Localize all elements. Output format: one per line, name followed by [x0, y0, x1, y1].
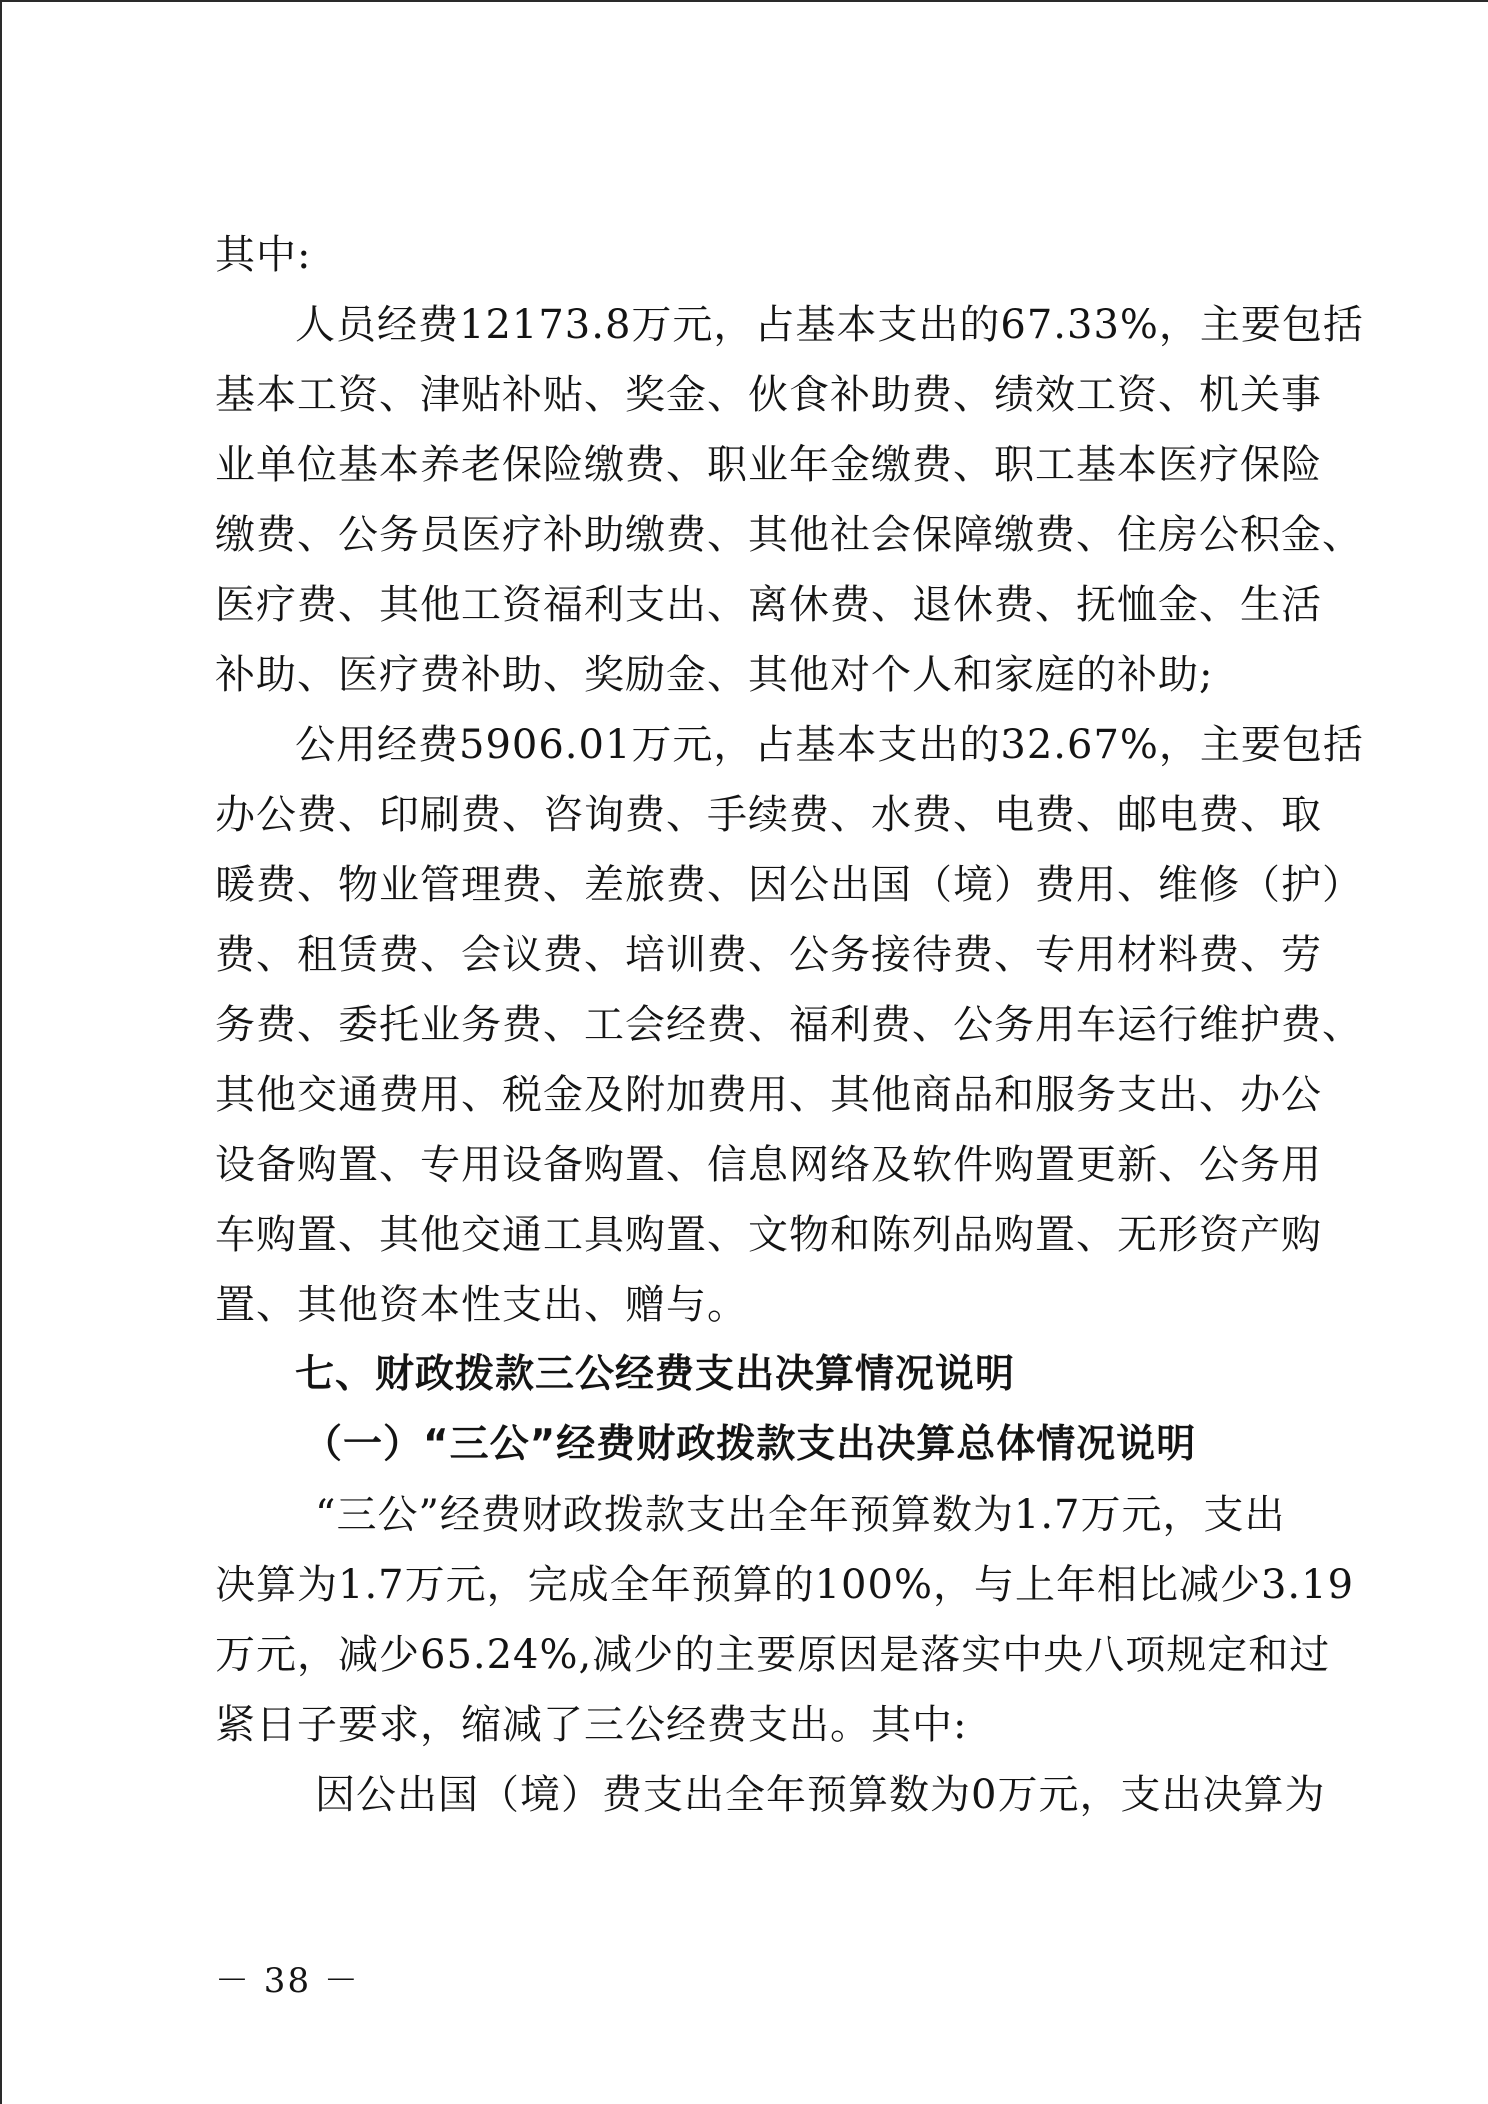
- paragraph-line: 缴费、公务员医疗补助缴费、其他社会保障缴费、住房公积金、: [215, 512, 1363, 558]
- paragraph-line: 务费、委托业务费、工会经费、福利费、公务用车运行维护费、: [215, 1002, 1363, 1048]
- paragraph-line: 设备购置、专用设备购置、信息网络及软件购置更新、公务用: [215, 1142, 1322, 1188]
- paragraph-line: 置、其他资本性支出、赠与。: [215, 1282, 748, 1328]
- page-edge-left: [0, 0, 2, 2104]
- paragraph-line: 人员经费12173.8万元，占基本支出的67.33%，主要包括: [295, 302, 1364, 348]
- page-edge-top: [0, 0, 1488, 2]
- paragraph-line: 费、租赁费、会议费、培训费、公务接待费、专用材料费、劳: [215, 932, 1322, 978]
- paragraph-line: 因公出国（境）费支出全年预算数为0万元，支出决算为: [315, 1772, 1326, 1818]
- paragraph-line: 暖费、物业管理费、差旅费、因公出国（境）费用、维修（护）: [215, 862, 1363, 908]
- paragraph-line: 公用经费5906.01万元，占基本支出的32.67%，主要包括: [295, 722, 1364, 768]
- paragraph-line: 业单位基本养老保险缴费、职业年金缴费、职工基本医疗保险: [215, 442, 1322, 488]
- paragraph-line: 其中:: [215, 232, 312, 278]
- paragraph-line: 其他交通费用、税金及附加费用、其他商品和服务支出、办公: [215, 1072, 1322, 1118]
- section-heading: 七、财政拨款三公经费支出决算情况说明: [295, 1352, 1016, 1397]
- paragraph-line: 万元，减少65.24%,减少的主要原因是落实中央八项规定和过: [215, 1632, 1331, 1678]
- paragraph-line: 紧日子要求，缩减了三公经费支出。其中:: [215, 1702, 968, 1748]
- paragraph-line: 车购置、其他交通工具购置、文物和陈列品购置、无形资产购: [215, 1212, 1322, 1258]
- page-number: － 38 －: [215, 1961, 360, 2001]
- paragraph-line: 决算为1.7万元，完成全年预算的100%，与上年相比减少3.19: [215, 1562, 1355, 1608]
- paragraph-line: “三公”经费财政拨款支出全年预算数为1.7万元，支出: [315, 1492, 1286, 1538]
- paragraph-line: 补助、医疗费补助、奖励金、其他对个人和家庭的补助;: [215, 652, 1214, 698]
- paragraph-line: 办公费、印刷费、咨询费、手续费、水费、电费、邮电费、取: [215, 792, 1322, 838]
- document-body: [215, 220, 1364, 1830]
- subsection-heading: （一）“三公”经费财政拨款支出决算总体情况说明: [303, 1422, 1197, 1467]
- paragraph-line: 医疗费、其他工资福利支出、离休费、退休费、抚恤金、生活: [215, 582, 1322, 628]
- paragraph-line: 基本工资、津贴补贴、奖金、伙食补助费、绩效工资、机关事: [215, 372, 1322, 418]
